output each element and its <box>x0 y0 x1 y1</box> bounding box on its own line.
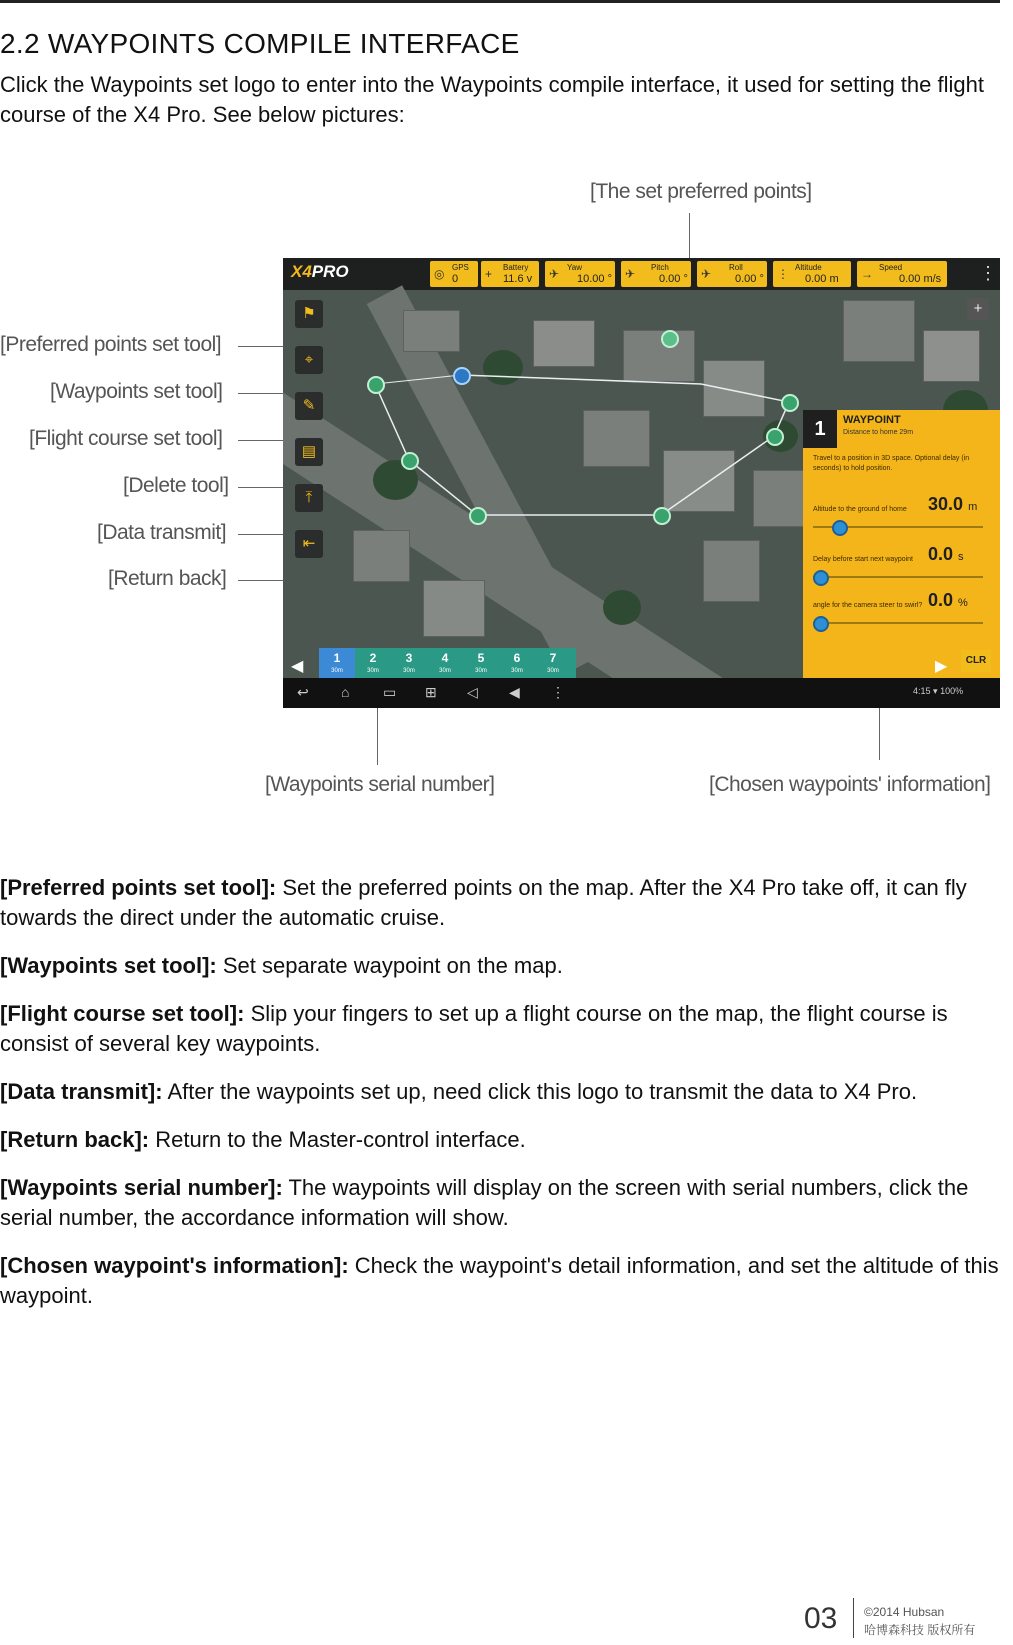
stat-gps: ◎ GPS 0 <box>430 261 478 287</box>
x4-pro-logo: X4PRO <box>291 262 349 281</box>
preferred-point-marker[interactable] <box>661 330 679 348</box>
delay-slider[interactable] <box>813 576 983 578</box>
serial-item[interactable]: 1 30m <box>319 648 355 682</box>
callout-data-transmit: [Data transmit] <box>97 521 227 544</box>
callout-serial-number: [Waypoints serial number] <box>265 773 495 796</box>
satellite-map[interactable] <box>283 290 1000 678</box>
volume-down-icon[interactable]: ◁ <box>467 684 478 700</box>
back-icon[interactable]: ↩ <box>297 684 309 700</box>
satellite-icon: ◎ <box>434 267 445 281</box>
altitude-label: Altitude to the ground of home <box>813 506 907 513</box>
serial-prev-icon[interactable]: ◀ <box>291 658 304 675</box>
definition-item: [Chosen waypoint's information]: Check the waypoint's detail information, and set the altitude of this waypoint. <box>0 1253 999 1308</box>
pen-icon: ✎ <box>302 397 316 414</box>
zoom-in-icon[interactable]: + <box>967 298 989 320</box>
distance-to-home: Distance to home 29m <box>843 429 914 436</box>
waypoints-tool-button[interactable] <box>295 346 323 374</box>
serial-item[interactable]: 5 30m <box>475 651 487 674</box>
plane-icon: ✈ <box>549 267 560 281</box>
altitude-slider[interactable] <box>813 526 983 528</box>
definition-item: [Flight course set tool]: Slip your fingers to set up a flight course on the map, the flight course is consist of several key waypoints. <box>0 1001 948 1056</box>
map-waypoint[interactable] <box>401 452 419 470</box>
serial-item[interactable]: 6 30m <box>511 651 523 674</box>
pin-group-icon: ⚑ <box>302 305 316 322</box>
status-bar <box>283 258 1000 290</box>
definition-item: [Preferred points set tool]: Set the preferred points on the map. After the X4 Pro take off, it can fly towards the direct under the automatic cruise. <box>0 875 967 930</box>
stat-altitude: ⋮ Altitude 0.00 m <box>773 261 851 287</box>
delete-tool-button[interactable] <box>295 438 323 466</box>
definition-item: [Return back]: Return to the Master-control interface. <box>0 1127 526 1152</box>
plane-icon: ✈ <box>625 267 636 281</box>
plane-icon: ✈ <box>701 267 712 281</box>
route-line <box>375 375 461 384</box>
section-heading: 2.2 WAYPOINTS COMPILE INTERFACE <box>0 28 520 59</box>
altitude-value: 30.0 m <box>928 494 978 514</box>
android-nav-bar <box>283 678 1000 708</box>
copyright: ©2014 Hubsan <box>864 1605 945 1619</box>
slider-knob[interactable] <box>813 616 829 632</box>
waypoint-number: 1 <box>803 410 837 448</box>
callout-delete-tool: [Delete tool] <box>123 474 229 497</box>
copyright-cn: 哈博森科技 版权所有 <box>864 1623 976 1637</box>
top-rule <box>0 0 1000 3</box>
map-waypoint[interactable] <box>469 507 487 525</box>
definition-item: [Data transmit]: After the waypoints set up, need click this logo to transmit the data to X4 Pro. <box>0 1079 918 1104</box>
definition-item: [Waypoints serial number]: The waypoints will display on the screen with serial numbers, click the serial number, the accordance information will show. <box>0 1175 969 1230</box>
footer-divider <box>853 1598 854 1638</box>
callout-preferred-tool: [Preferred points set tool] <box>0 333 222 356</box>
panel-description: Travel to a position in 3D space. Optional delay (in seconds) to hold position. <box>813 455 970 472</box>
upload-icon: ⤒ <box>305 489 313 506</box>
clock: 4:15 ▾ 100% <box>913 686 964 696</box>
definitions-list <box>0 873 1000 1329</box>
serial-item[interactable]: 2 30m <box>367 651 379 674</box>
slider-knob[interactable] <box>813 570 829 586</box>
serial-item[interactable]: 7 30m <box>547 651 559 674</box>
serial-item[interactable]: 4 30m <box>439 651 451 674</box>
callout-return-back: [Return back] <box>108 567 227 590</box>
battery-icon: + <box>485 267 493 281</box>
trash-icon: ▤ <box>301 443 317 460</box>
callout-waypoints-tool: [Waypoints set tool] <box>50 380 223 403</box>
callout-preferred-points: [The set preferred points] <box>590 180 812 203</box>
menu-icon[interactable]: ⋮ <box>551 684 565 700</box>
app-screenshot <box>283 258 1000 708</box>
panel-title: WAYPOINT <box>843 414 901 426</box>
flight-course-tool-button[interactable] <box>295 392 323 420</box>
route-line <box>375 375 789 515</box>
waypoint-info-panel <box>803 410 1000 678</box>
altitude-icon: ⋮ <box>777 267 789 281</box>
callout-chosen-info: [Chosen waypoints' information] <box>709 773 991 796</box>
stat-battery: + Battery 11.6 v <box>481 261 539 287</box>
map-waypoint[interactable] <box>367 376 385 394</box>
data-transmit-button[interactable] <box>295 484 323 512</box>
return-back-button[interactable] <box>295 530 323 558</box>
exit-icon: ⇤ <box>302 535 316 552</box>
slider-knob[interactable] <box>832 520 848 536</box>
speed-icon: → <box>861 267 873 281</box>
overflow-menu-icon[interactable]: ⋮ <box>979 263 997 283</box>
stat-pitch: ✈ Pitch 0.00 ° <box>621 261 691 287</box>
volume-up-icon[interactable]: ◀ <box>509 684 520 700</box>
map-waypoint[interactable] <box>653 507 671 525</box>
recent-apps-icon[interactable]: ▭ <box>383 684 397 700</box>
screenshot-icon[interactable]: ⊞ <box>425 684 437 700</box>
stat-roll: ✈ Roll 0.00 ° <box>697 261 767 287</box>
map-waypoint[interactable] <box>766 428 784 446</box>
callout-flight-course-tool: [Flight course set tool] <box>29 427 223 450</box>
waypoint-serial-bar <box>319 648 576 682</box>
intro-paragraph: Click the Waypoints set logo to enter into the Waypoints compile interface, it used for setting the flight course of the X4 Pro. See below pictures: <box>0 72 984 127</box>
pin-add-icon: ⌖ <box>304 351 314 368</box>
clear-button[interactable]: CLR <box>961 650 991 672</box>
stat-yaw: ✈ Yaw 10.00 ° <box>545 261 615 287</box>
stat-speed: → Speed 0.00 m/s <box>857 261 947 287</box>
serial-item[interactable]: 3 30m <box>403 651 415 674</box>
serial-next-icon[interactable]: ▶ <box>935 658 948 675</box>
camera-angle-slider[interactable] <box>813 622 983 624</box>
map-waypoint-selected[interactable] <box>453 367 471 385</box>
map-waypoint[interactable] <box>781 394 799 412</box>
camera-angle-value: 0.0 % <box>928 590 968 610</box>
preferred-points-tool-button[interactable] <box>295 300 323 328</box>
definition-item: [Waypoints set tool]: Set separate waypoint on the map. <box>0 953 563 978</box>
home-icon[interactable]: ⌂ <box>341 684 350 700</box>
delay-label: Delay before start next waypoint <box>813 556 913 563</box>
page-number: 03 <box>804 1602 838 1635</box>
camera-angle-label: angle for the camera steer to swirl? <box>813 602 923 609</box>
delay-value: 0.0 s <box>928 544 964 564</box>
